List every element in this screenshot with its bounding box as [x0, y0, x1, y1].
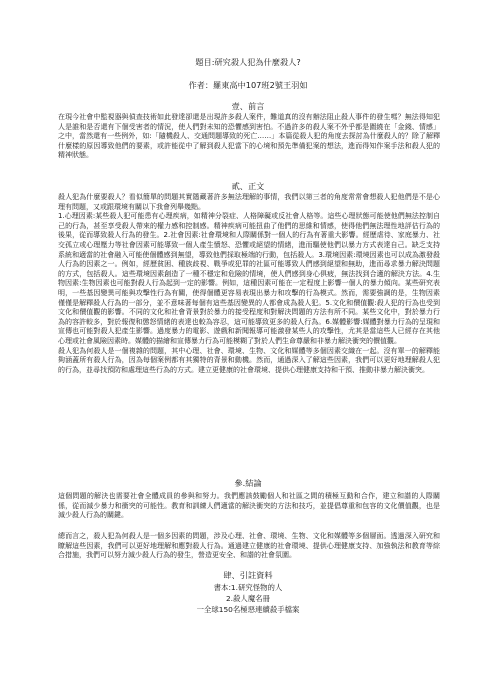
- section-heading-conclusion: 參.結論: [234, 478, 262, 488]
- reference-line: 書本:1.研究怪物的人: [213, 583, 283, 592]
- conclusion-paragraph-1: 這個問題的解決也需要社會全體成員的參與和努力。我們應該鼓勵個人和社區之間的積極互動和合作，建立和諧的人際關係，從而減少暴力和衝突的可能性。教育和訓練人們適當的解決衝突的方法和技巧，並提倡尊重和包容的文化價值觀，也是減少殺人行為的關鍵。: [58, 492, 440, 520]
- references-list: [0, 582, 496, 615]
- reference-line: 2.殺人魔名冊: [225, 594, 270, 603]
- document-author: 作者：羅東高中107班2號王羽如: [188, 80, 308, 90]
- conclusion-paragraph-2: 總而言之，殺人犯為何殺人是一個多因素的問題，涉及心理、社會、環境、生物、文化和媒體等多個層面。透過深入研究和瞭解這些因素，我們可以更好地理解和應對殺人行為。通過建立健康的社會環境、提供心理健康支持、加強執法和教育等綜合措施，我們可以努力減少殺人行為的發生，營造更安全、和諧的社會氛圍。: [58, 532, 440, 560]
- reference-line: 一全球150名極惡連續殺手檔案: [196, 605, 300, 614]
- body-paragraph: 殺人犯為什麼要殺人？看似簡單的問題其實隱藏著許多無法理解的事情，我們以第三者的角度常常會想殺人犯他們是不是心理有問題，又或跟環境有關以下我會列舉幾點。 1.心理因素:某些殺人犯可能患有心理疾病，如精神分裂症、人格障礙或反社會人格等。這些心理狀態可能使他們無法控制自己的行為，甚至享受殺人帶來的權力感和控制感。精神疾病可能扭曲了他們的思維和情感，使得他們無法理性地評估行為的後果，從而導致殺人行為的發生。2.社會因素:社會環境和人際關係對一個人的行為有著重大影響。經歷虐待、家庭暴力、社交孤立或心理壓力等社會因素可能導致一個人產生憤怒、恐懼或絕望的情緒，進而驅使他們以暴力方式表達自己。缺乏支持系統和適當的社會融入可能使個體感到無望，導致他們採取極端的行動，包括殺人。3.環境因素:環境因素也可以成為激發殺人行為的因素之一。例如，經歷貧困、種族歧視、戰爭或犯罪的社區可能導致人們感到絕望和無助，進而尋求暴力解決問題的方式，包括殺人。這些環境因素創造了一種不穩定和危險的情境，使人們感到身心俱疲，無法找到合適的解決方法。4.生物因素:生物因素也可能對殺人行為起到一定的影響。例如，這種因素可能在一定程度上影響一個人的暴力傾向。某些研究表明，一些基因變異可能與攻擊性行為有關，使得個體更容易表現出暴力和攻擊的行為模式。然而，需要強調的是，生物因素僅僅是解釋殺人行為的一部分，並不意味著每個有這些基因變異的人都會成為殺人犯。5.文化和價值觀:殺人犯的行為也受到文化和價值觀的影響。不同的文化和社會背景對於暴力的接受程度和對解決問題的方法有所不同。某些文化中，對於暴力行為的容許較多，對於報復和懲怒情緒的表達也較為容忍，這可能導致更多的殺人行為。6.媒體影響:媒體對暴力行為的呈現和宣傳也可能對殺人犯產生影響。過度暴力的電影、遊戲和新聞報導可能激發某些人的攻擊性，尤其是當這些人已經存在其他心理或社會風險因素時。媒體的描繪和宣傳暴力行為可能模糊了對於人們生命尊嚴和非暴力解決衝突的價值觀。 殺人犯為何殺人是一個複雜的問題，其中心理、社會、環境、生物、文化和媒體等多個因素交織在一起。沒有單一的解釋能夠涵蓋所有殺人行為，因為每個案例都有其獨特的背景和動機。然而，通過深入了解這些因素，我們可以更好地理解殺人犯的行為，並尋找預防和處理這些行為的方式。建立更健康的社會環境、提供心理健康支持和干預、推動非暴力解決衝突。: [58, 193, 440, 374]
- section-heading-references: 肆、引註資料: [223, 570, 273, 580]
- section-heading-body: 貳、正文: [231, 181, 265, 191]
- document-title: 題目:研究殺人犯為什麼殺人?: [195, 57, 301, 67]
- section-heading-intro: 壹、前言: [231, 101, 265, 111]
- intro-paragraph: 在現今社會中監視器與偵查技術如此發達卻還是出現許多殺人案件，難道真的沒有辦法阻止殺人事件的發生嗎？無法得知犯人是誰和是否還有下個受害者的情況，使人們對未知的恐懼感到害怕。不過許多的殺人案不外乎都是圍繞在「金錢、情感」之中，當然還有一些例外，如:「隨機殺人、交通問題導致的死亡……」本篇從殺人犯的角度去探討為什麼殺人的？除了解釋什麼樣的原因導致他們的要素，或許能從中了解到殺人犯當下的心境和預先準備犯案的想法，進而得知作案手法和殺人犯的精神狀態。: [58, 113, 440, 160]
